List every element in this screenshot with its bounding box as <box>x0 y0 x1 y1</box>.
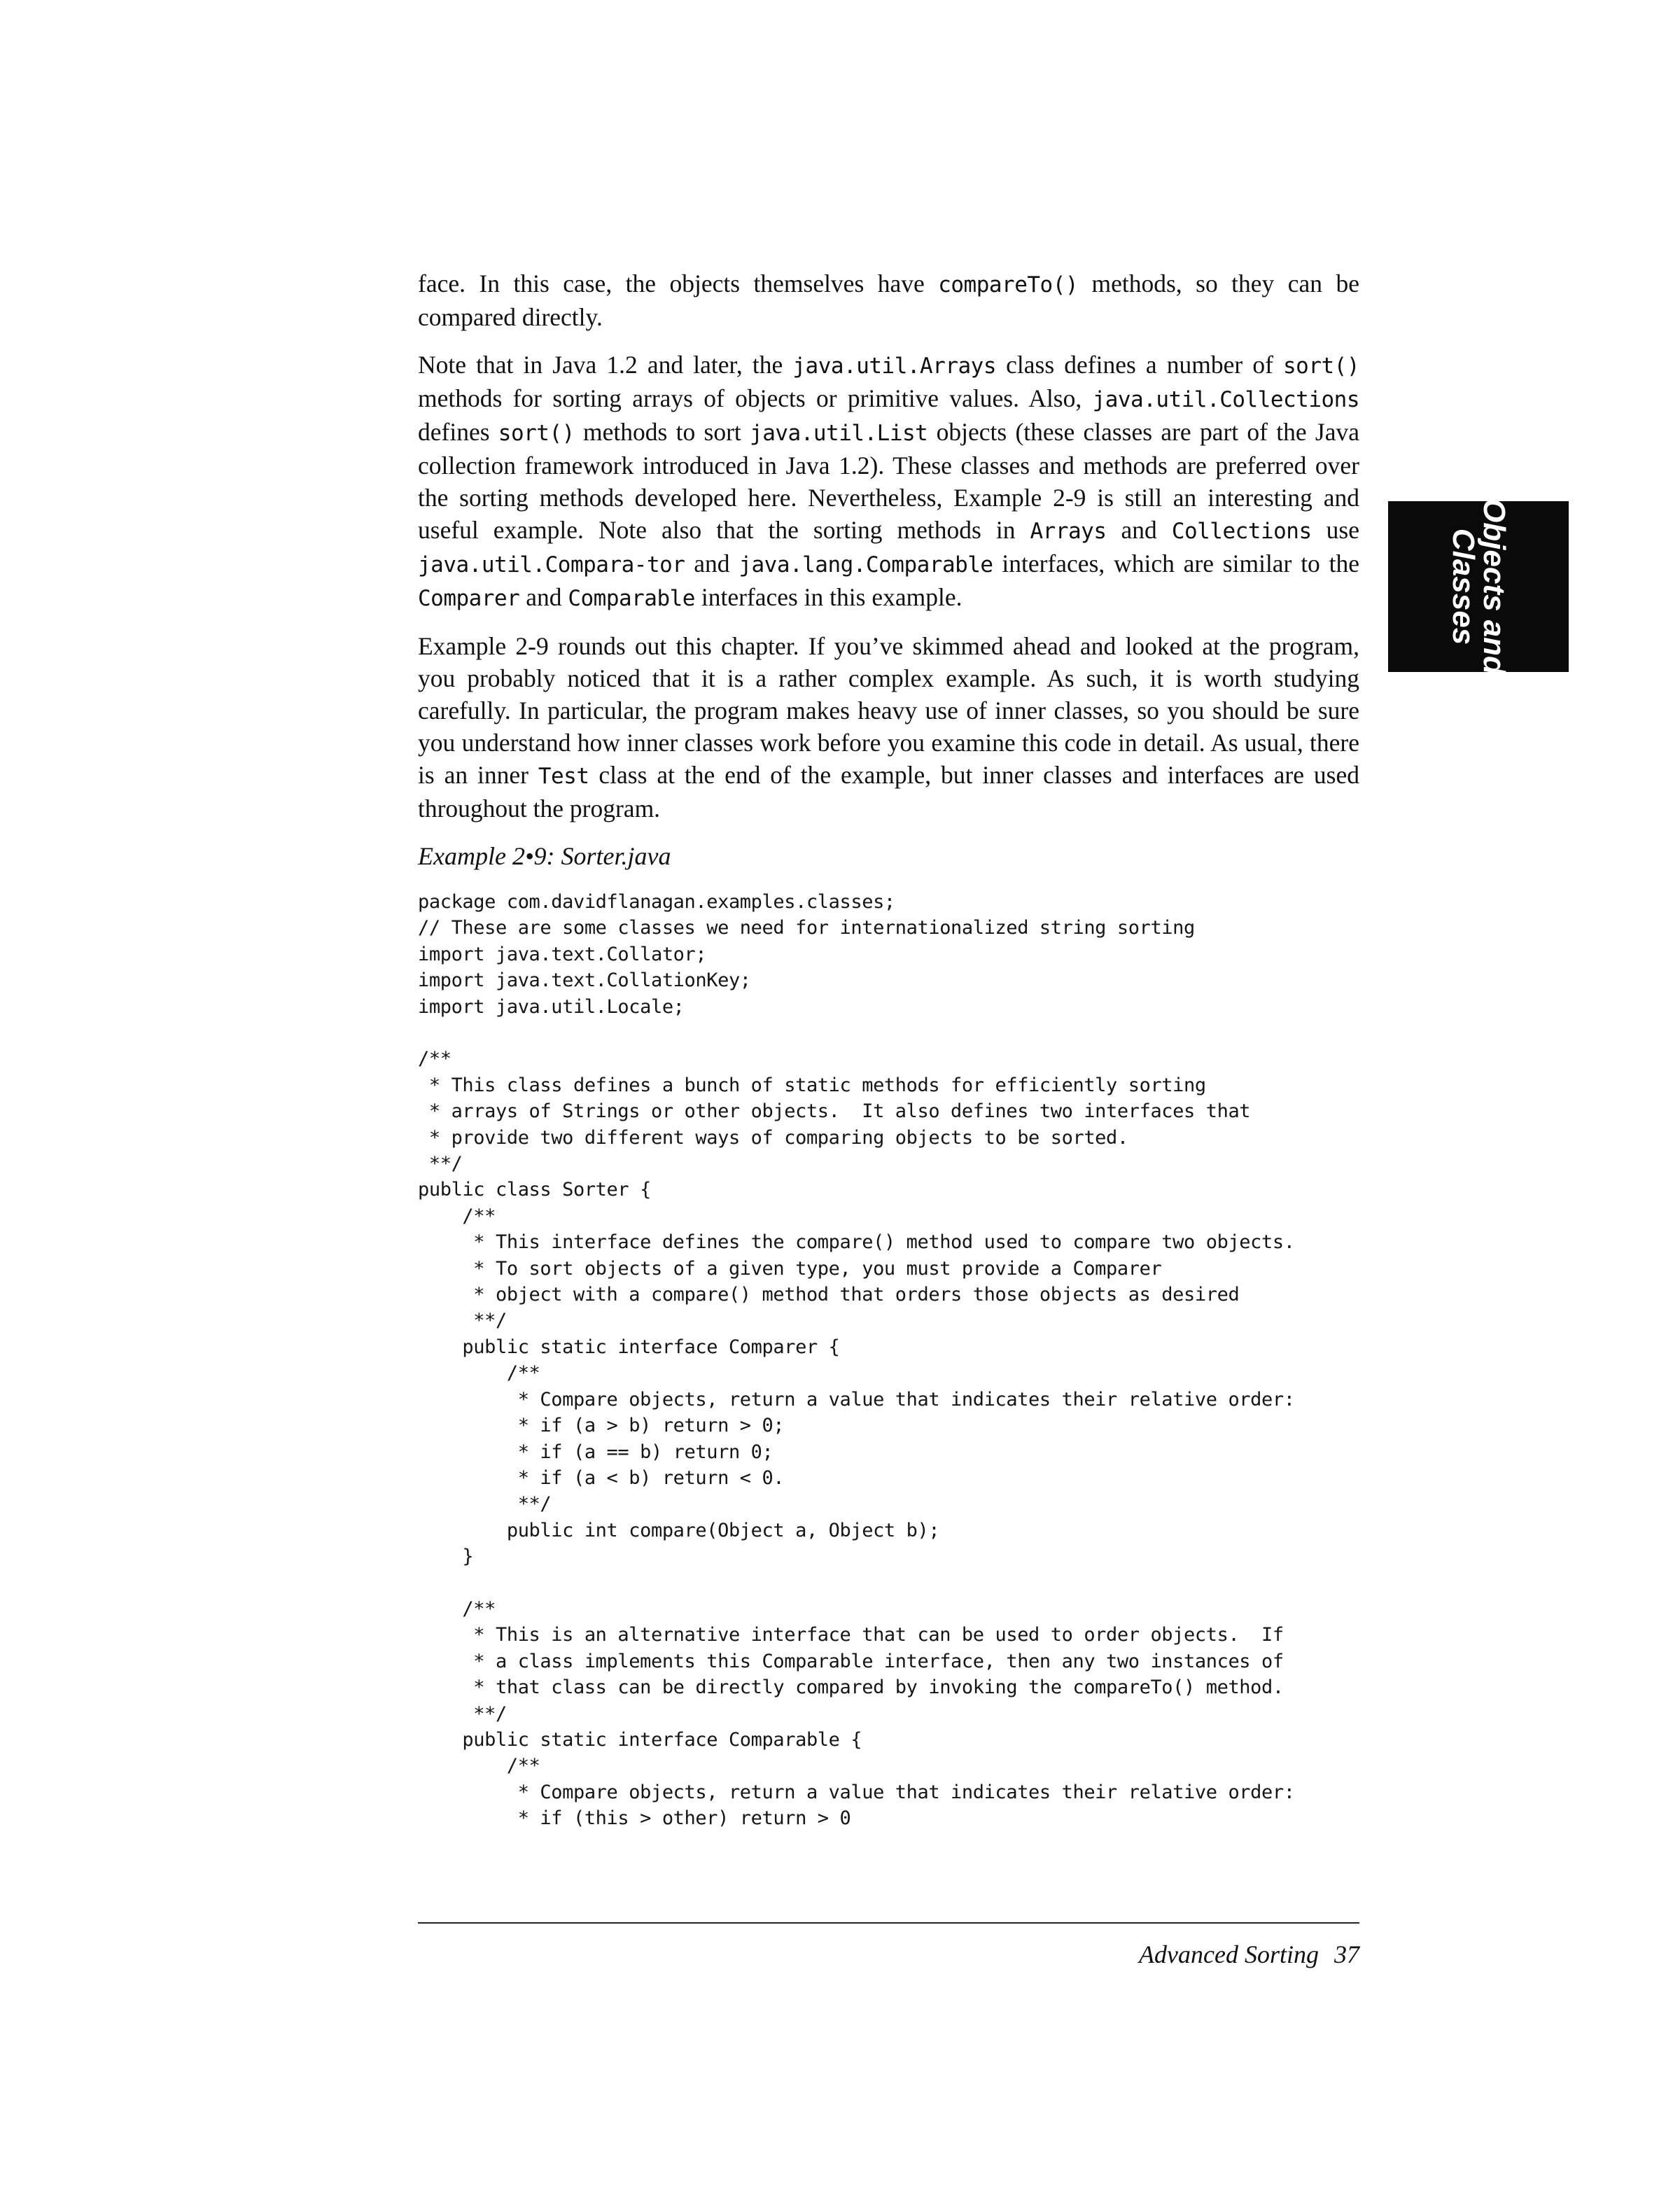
code-line: * This interface defines the compare() method used to compare two objects. <box>418 1231 1295 1254</box>
code-line: /** <box>418 1362 540 1385</box>
text-run: face. In this case, the objects themselves have <box>418 270 939 298</box>
inline-code: java.lang.Comparable <box>738 552 993 578</box>
chapter-tab-line-1: Objects and <box>1477 498 1511 675</box>
code-line: // These are some classes we need for internationalized string sorting <box>418 917 1195 939</box>
paragraph <box>418 630 1359 825</box>
text-run: methods for sorting arrays of objects or primitive values. Also, <box>418 384 1093 412</box>
code-line: **/ <box>418 1702 507 1725</box>
paragraph <box>418 267 1359 333</box>
text-run: interfaces in this example. <box>694 583 962 611</box>
code-line: /** <box>418 1755 540 1777</box>
code-line: **/ <box>418 1153 463 1175</box>
chapter-tab-line-2: Classes <box>1446 528 1480 645</box>
inline-code: Arrays <box>1030 519 1107 544</box>
code-line: * a class implements this Comparable interface, then any two instances of <box>418 1650 1284 1672</box>
code-line: package com.davidflanagan.examples.classes; <box>418 891 895 913</box>
example-caption: Example 2•9: Sorter.java <box>418 842 671 870</box>
code-line: * To sort objects of a given type, you must provide a Comparer <box>418 1257 1162 1280</box>
chapter-tab-label <box>1448 498 1509 675</box>
chapter-thumb-tab <box>1388 498 1569 675</box>
code-line: import java.util.Locale; <box>418 995 685 1018</box>
code-line: * This class defines a bunch of static methods for efficiently sorting <box>418 1074 1206 1096</box>
inline-code: Collections <box>1171 519 1312 544</box>
code-line: * Compare objects, return a value that indicates their relative order: <box>418 1388 1295 1410</box>
code-line: * provide two different ways of comparing objects to be sorted. <box>418 1126 1128 1149</box>
text-run: class at the end of the example, but inner classes and interfaces are used throughout the program. <box>418 761 1359 822</box>
code-line: * that class can be directly compared by invoking the compareTo() method. <box>418 1676 1284 1699</box>
inline-code: Comparer <box>418 586 520 611</box>
code-line: * arrays of Strings or other objects. It also defines two interfaces that <box>418 1100 1251 1123</box>
text-run: defines <box>418 418 498 446</box>
code-line: **/ <box>418 1493 552 1516</box>
text-run: use <box>1311 516 1359 544</box>
code-line: public class Sorter { <box>418 1179 651 1201</box>
code-line: * object with a compare() method that orders those objects as desired <box>418 1284 1240 1306</box>
code-line: /** <box>418 1205 496 1227</box>
code-line: /** <box>418 1048 451 1070</box>
page-footer <box>418 1939 1359 1970</box>
running-footer-title: Advanced Sorting <box>1139 1940 1319 1968</box>
inline-code: sort() <box>498 421 575 446</box>
inline-code: compareTo() <box>938 272 1079 298</box>
page-number: 37 <box>1334 1940 1359 1968</box>
code-line: public int compare(Object a, Object b); <box>418 1519 940 1541</box>
inline-code: Comparable <box>568 586 695 611</box>
code-line <box>418 1570 1359 1596</box>
text-run: and <box>519 583 568 611</box>
inline-code: java.util.List <box>750 421 928 446</box>
page-body <box>418 267 1359 1832</box>
inline-code: java.util.Arrays <box>792 354 997 379</box>
text-run: methods, so they can be compared directly. <box>418 270 1359 331</box>
code-line: **/ <box>418 1310 507 1332</box>
code-line: public static interface Comparable { <box>418 1728 862 1751</box>
text-run: Note that in Java 1.2 and later, the <box>418 351 793 379</box>
text-run: objects (these classes are part of the Java collection framework introduced in Java 1.2). These classes and methods are preferred over the sorting methods developed here. Nevertheless, Example 2-9 is still an interesting and useful example. Note also that the sorting methods in <box>418 418 1359 544</box>
code-line: * if (a < b) return < 0. <box>418 1466 785 1489</box>
code-line <box>418 1020 1359 1046</box>
code-line: * This is an alternative interface that can be used to order objects. If <box>418 1624 1284 1646</box>
code-listing <box>418 889 1359 1832</box>
inline-code: java.util.Collections <box>1092 387 1359 412</box>
code-line: import java.text.CollationKey; <box>418 969 751 992</box>
text-run: methods to sort <box>574 418 750 446</box>
inline-code: sort() <box>1283 354 1359 379</box>
text-run: class defines a number of <box>996 351 1284 379</box>
code-line: import java.text.Collator; <box>418 943 707 965</box>
text-run: and <box>685 550 739 578</box>
code-line: } <box>418 1546 474 1568</box>
text-run: and <box>1106 516 1172 544</box>
inline-code: java.util.Compara-tor <box>418 552 685 578</box>
text-run: Example 2-9 rounds out this chapter. If you’ve skimmed ahead and looked at the program, you probably noticed that it is a rather complex example. As such, it is worth studying carefully. In particular, the program makes heavy use of inner classes, so you should be sure you understand how inner classes work before you examine this code in detail. As usual, there is an inner <box>418 632 1359 789</box>
text-run: interfaces, which are similar to the <box>993 550 1359 578</box>
inline-code: Test <box>538 764 589 789</box>
code-line: * if (this > other) return > 0 <box>418 1807 851 1830</box>
code-line: /** <box>418 1597 496 1620</box>
code-line: * if (a > b) return > 0; <box>418 1415 785 1437</box>
code-line: * Compare objects, return a value that indicates their relative order: <box>418 1781 1295 1803</box>
code-line: public static interface Comparer { <box>418 1336 840 1358</box>
footer-rule <box>418 1922 1359 1924</box>
code-line: * if (a == b) return 0; <box>418 1441 774 1463</box>
body-text <box>418 267 1359 825</box>
paragraph <box>418 349 1359 615</box>
